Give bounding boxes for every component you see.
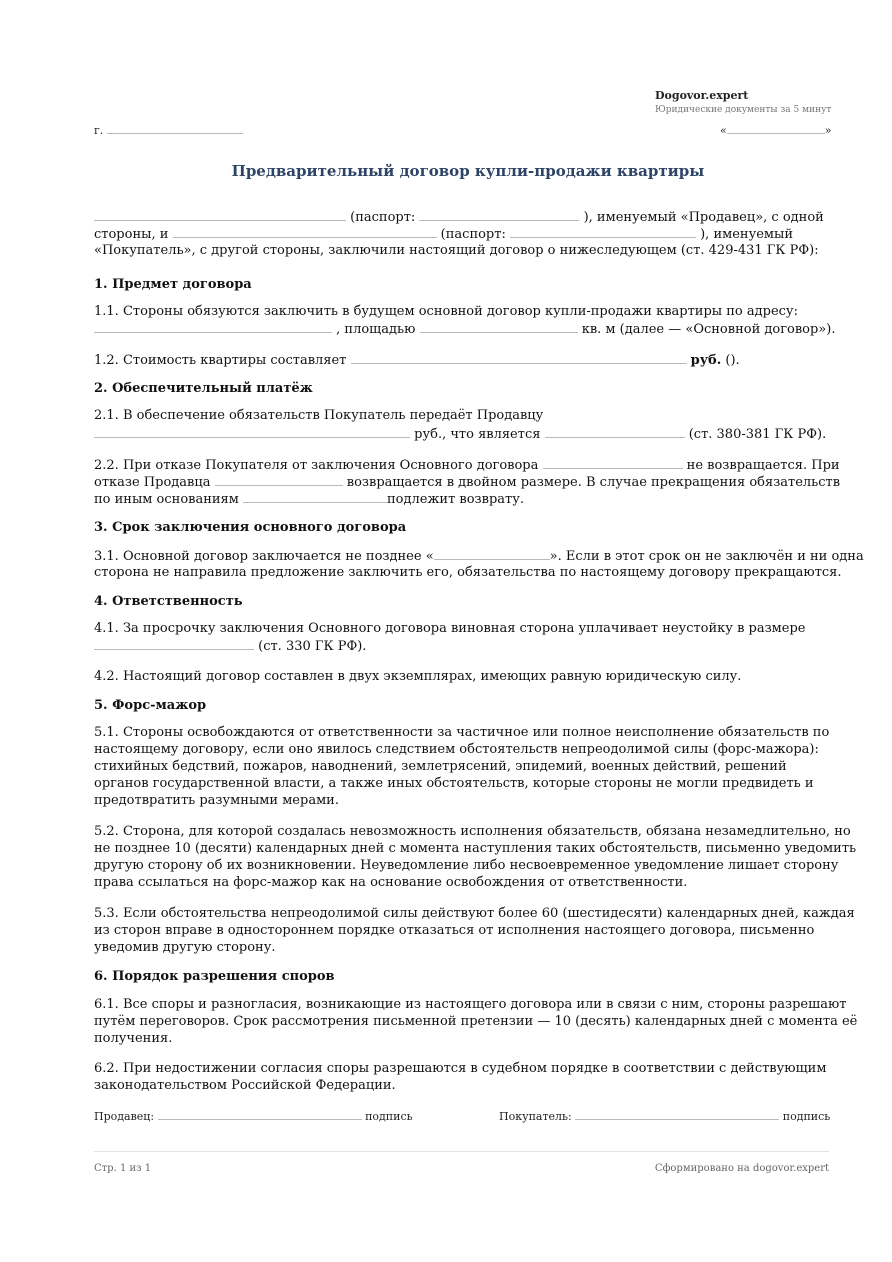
clause-2-2-line-1 [94, 456, 840, 474]
clause-2-2-text-a: 2.2. При отказе Покупателя от заключения Основного договора [94, 458, 539, 473]
clause-2-2-text-f: подлежит возврату. [387, 492, 524, 507]
clause-3-1-line-1 [94, 547, 864, 565]
clause-4-2: 4.2. Настоящий договор составлен в двух экземплярах, имеющих равную юридическую силу. [94, 669, 742, 684]
penalty-law-ref: (ст. 330 ГК РФ). [258, 639, 367, 654]
price-currency: руб. [690, 353, 722, 368]
footer-divider [94, 1151, 829, 1152]
clause-6-1-line: путём переговоров. Срок рассмотрения письменной претензии — 10 (десять) календарных дней с момента её [94, 1014, 858, 1029]
deposit-law-ref: (ст. 380-381 ГК РФ). [688, 427, 827, 442]
buyer-signature-blank[interactable] [575, 1107, 779, 1120]
clause-5-2 [94, 823, 856, 891]
date-open-quote: « [720, 124, 727, 137]
preamble-buyer-named: ), именуемый [700, 227, 794, 242]
clause-5-1-line: предотвратить разумными мерами. [94, 793, 339, 808]
date-line [720, 121, 831, 137]
clause-2-2-text-d: возвращается в двойном размере. В случае прекращения обязательств [346, 475, 841, 490]
clause-4-1-line-2 [94, 637, 366, 655]
price-label: 1.2. Стоимость квартиры составляет [94, 353, 347, 368]
section-6-heading: 6. Порядок разрешения споров [94, 969, 335, 984]
city-blank[interactable] [107, 121, 243, 134]
penalty-blank[interactable] [94, 637, 254, 650]
city-prefix: г. [94, 124, 104, 137]
section-3-heading: 3. Срок заключения основного договора [94, 520, 407, 535]
clause-5-1-line: органов государственной власти, а также иных обстоятельств, которые стороны не могли предвидеть и [94, 776, 814, 791]
clause-5-1-line: стихийных бедствий, пожаров, наводнений, землетрясений, эпидемий, военных действий, решений [94, 759, 787, 774]
section-2-heading: 2. Обеспечительный платёж [94, 381, 313, 396]
preamble-line-3: «Покупатель», с другой стороны, заключили настоящий договор о нижеследующем (ст. 429-431 ГК РФ): [94, 243, 819, 258]
area-blank[interactable] [420, 320, 578, 333]
buyer-signature-block [499, 1107, 830, 1123]
seller-name-blank[interactable] [94, 208, 346, 221]
clause-6-2 [94, 1060, 826, 1094]
buyer-passport-blank[interactable] [510, 225, 696, 238]
seller-signature-blank[interactable] [158, 1107, 362, 1120]
other-grounds-blank[interactable] [243, 490, 387, 503]
address-blank[interactable] [94, 320, 332, 333]
clause-6-1-line: получения. [94, 1031, 173, 1046]
seller-signature-label: Продавец: [94, 1110, 155, 1123]
clause-2-1-line-2 [94, 425, 826, 443]
clause-5-3-line: из сторон вправе в одностороннем порядке отказаться от исполнения настоящего договора, письменно [94, 923, 815, 938]
clause-2-2-text-e: по иным основаниям [94, 492, 239, 507]
seller-signature-caption: подпись [365, 1110, 413, 1123]
clause-4-1-line-1: 4.1. За просрочку заключения Основного договора виновная сторона уплачивает неустойку в размере [94, 621, 806, 636]
clause-5-3-line: уведомив другую сторону. [94, 940, 276, 955]
seller-passport-blank[interactable] [419, 208, 579, 221]
deposit-amount-blank[interactable] [94, 425, 410, 438]
clause-2-2-line-3 [94, 490, 524, 508]
preamble-line-2 [94, 225, 793, 243]
clause-2-1-line-1: 2.1. В обеспечение обязательств Покупатель передаёт Продавцу [94, 408, 544, 423]
date-close-quote: » [824, 124, 832, 137]
area-unit-text: кв. м (далее — «Основной договор»). [581, 322, 836, 337]
clause-2-2-text-b: не возвращается. При [686, 458, 840, 473]
section-1-heading: 1. Предмет договора [94, 277, 252, 292]
clause-3-1-line-2: сторона не направила предложение заключить его, обязательства по настоящему договору прекращаются. [94, 565, 842, 580]
clause-6-2-line: 6.2. При недостижении согласия споры разрешаются в судебном порядке в соответствии с действующим [94, 1061, 827, 1076]
area-label: , площадью [336, 322, 416, 337]
price-blank[interactable] [351, 351, 687, 364]
clause-5-1-line: настоящему договору, если оно явилось следствием обстоятельств непреодолимой силы (форс-мажора): [94, 742, 819, 757]
clause-1-1-line-1: 1.1. Стороны обязуются заключить в будущем основной договор купли-продажи квартиры по адресу: [94, 304, 798, 319]
clause-1-1-line-2 [94, 320, 835, 338]
clause-1-2 [94, 351, 740, 369]
preamble-line-1 [94, 208, 824, 226]
clause-3-1-text-b: ». Если в этот срок он не заключён и ни одна [549, 549, 864, 564]
clause-5-2-line: другую сторону об их возникновении. Неуведомление либо несвоевременное уведомление лишает сторону [94, 858, 839, 873]
seller-signature-block [94, 1107, 413, 1123]
clause-5-2-line: 5.2. Сторона, для которой создалась невозможность исполнения обязательств, обязана незамедлительно, но [94, 824, 851, 839]
generated-by: Сформировано на dogovor.expert [654, 1163, 829, 1174]
deadline-date-blank[interactable] [434, 547, 550, 560]
clause-3-1-text-a: 3.1. Основной договор заключается не позднее « [94, 549, 434, 564]
seller-refusal-blank[interactable] [215, 473, 343, 486]
clause-5-2-line: не позднее 10 (десяти) календарных дней с момента наступления таких обстоятельств, письменно уведомить [94, 841, 857, 856]
clause-6-1-line: 6.1. Все споры и разногласия, возникающие из настоящего договора или в связи с ним, стороны разрешают [94, 997, 847, 1012]
preamble-passport-label-2: (паспорт: [440, 227, 506, 242]
buyer-signature-caption: подпись [782, 1110, 831, 1123]
preamble-side-and: стороны, и [94, 227, 169, 242]
deposit-rub-text: руб., что является [414, 427, 541, 442]
buyer-refusal-blank[interactable] [543, 456, 683, 469]
clause-5-1 [94, 724, 829, 809]
brand-tagline: Юридические документы за 5 минут [655, 105, 832, 115]
preamble-seller-named: ), именуемый «Продавец», с одной [583, 210, 824, 225]
section-5-heading: 5. Форс-мажор [94, 698, 207, 713]
clause-5-2-line: права ссылаться на форс-мажор как на основание освобождения от ответственности. [94, 875, 688, 890]
page-number: Стр. 1 из 1 [94, 1163, 152, 1174]
document-title: Предварительный договор купли-продажи квартиры [231, 162, 705, 180]
date-blank[interactable] [727, 121, 825, 134]
clause-5-3-line: 5.3. Если обстоятельства непреодолимой силы действуют более 60 (шестидесяти) календарных дней, каждая [94, 906, 855, 921]
buyer-signature-label: Покупатель: [499, 1110, 572, 1123]
brand-name: Dogovor.expert [655, 89, 749, 102]
clause-5-3 [94, 905, 855, 956]
section-4-heading: 4. Ответственность [94, 594, 243, 609]
price-words-parens: (). [725, 353, 740, 368]
city-line [94, 121, 243, 137]
clause-5-1-line: 5.1. Стороны освобождаются от ответственности за частичное или полное неисполнение обязательств по [94, 725, 830, 740]
clause-2-2-line-2 [94, 473, 840, 491]
preamble-passport-label: (паспорт: [350, 210, 416, 225]
buyer-name-blank[interactable] [173, 225, 437, 238]
deposit-type-blank[interactable] [545, 425, 685, 438]
clause-6-2-line: законодательством Российской Федерации. [94, 1078, 396, 1093]
clause-6-1 [94, 996, 857, 1047]
clause-2-2-text-c: отказе Продавца [94, 475, 211, 490]
